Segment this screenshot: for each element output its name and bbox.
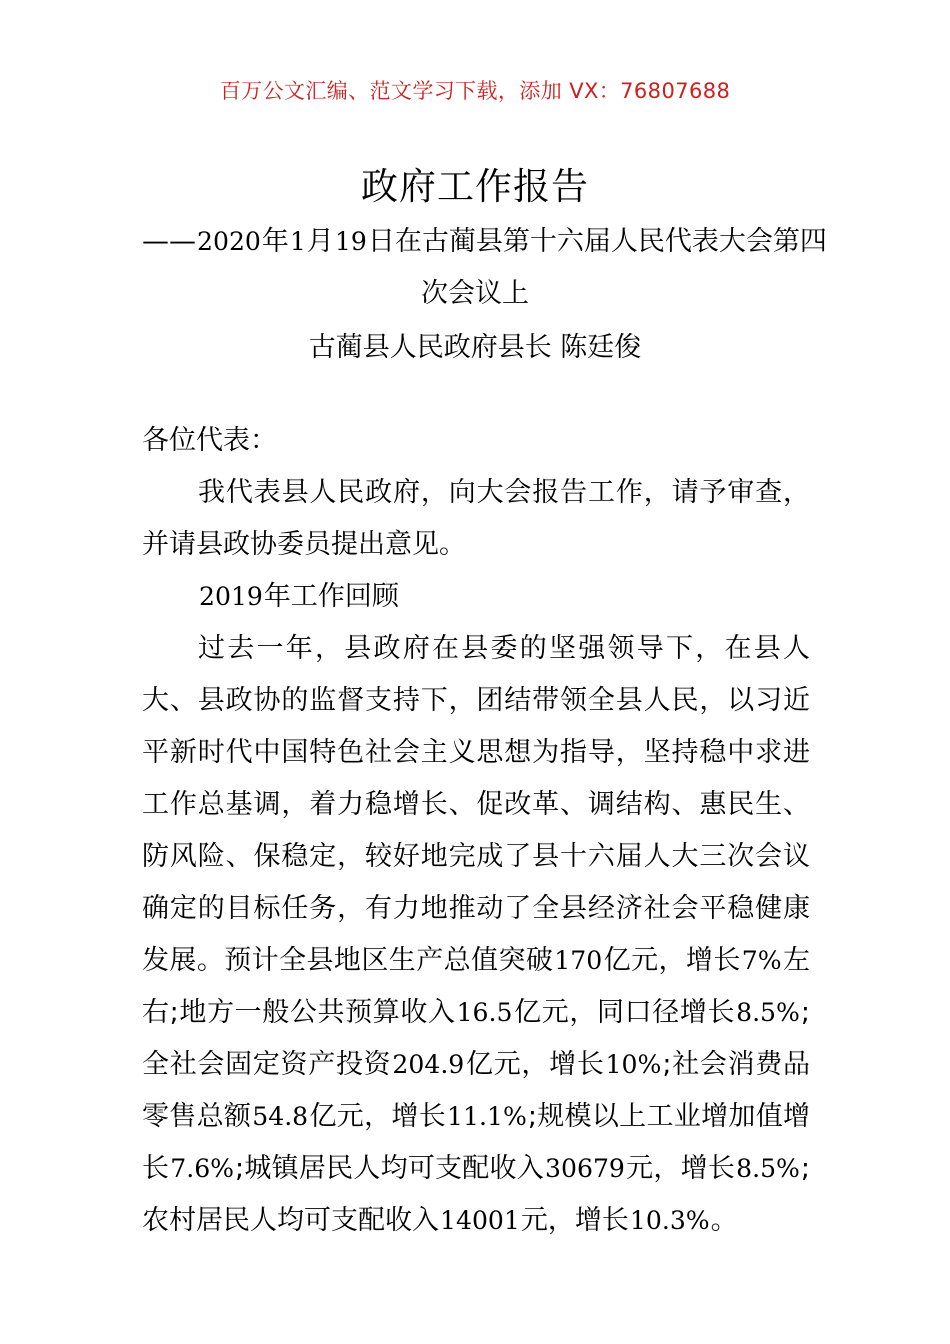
review-text-10: ;城镇居民人均可支配收入 [235, 1153, 545, 1184]
document-byline: 古蔺县人民政府县长 陈廷俊 [308, 332, 642, 363]
document-title: 政府工作报告 [361, 165, 589, 208]
review-text-2: 亿元，增长 [603, 945, 741, 976]
section-heading-year: 2019 [199, 582, 263, 611]
review-text-end: 。 [710, 1205, 738, 1236]
review-text-11: 元，增长 [625, 1153, 736, 1184]
value-investment-growth: 10% [605, 1050, 662, 1079]
review-text-13: 元，增长 [520, 1205, 629, 1236]
value-rural-income: 14001 [440, 1206, 520, 1235]
section-heading-text: 年工作回顾 [263, 581, 399, 612]
review-text-9: ;规模以上工业增加值增长 [142, 1101, 811, 1184]
value-gdp: 170 [554, 946, 603, 975]
value-fiscal-growth: 8.5% [736, 998, 800, 1027]
value-fiscal-revenue: 16.5 [456, 998, 513, 1027]
subtitle-month-unit: 月 [306, 226, 334, 257]
document-subtitle-line-2: 次会议上 [421, 278, 529, 309]
review-paragraph [142, 623, 810, 1247]
request-paragraph: 我代表县人民政府，向大会报告工作，请予审查，并请县政协委员提出意见。 [142, 477, 810, 560]
review-text-3: 左右;地方一般公共预算收入 [142, 945, 811, 1028]
document-subtitle-line-1 [142, 216, 827, 268]
subtitle-year: 2020 [197, 227, 261, 256]
value-industry-growth: 7.6% [170, 1154, 235, 1183]
document-body [142, 415, 810, 1247]
review-text-intro: 过去一年，县政府在县委的坚强领导下，在县人大、县政协的监督支持下，团结带领全县人民，以习近平新时代中国特色社会主义思想为指导，坚持稳中求进工作总基调，着力稳增长、促改革、调结构、惠民生、防风险、保稳定，较好地完成了县十六届人大三次会议确定的目标任务，有力地推动了全县经济社会平稳健康发展。预计全县地区生产总值突破 [142, 633, 810, 976]
review-text-12: ;农村居民人均可支配收入 [142, 1153, 811, 1236]
value-retail-total: 54.8 [252, 1102, 309, 1131]
subtitle-dash: —— [142, 226, 196, 257]
review-text-5: ;全社会固定资产投资 [142, 997, 810, 1080]
value-gdp-growth: 7% [741, 946, 782, 975]
section-heading-2019-review [142, 571, 810, 623]
review-text-7: ;社会消费品零售总额 [142, 1049, 811, 1132]
value-urban-income-growth: 8.5% [736, 1154, 800, 1183]
promo-watermark-header: 百万公文汇编、范文学习下载，添加 VX：76807688 [219, 79, 731, 103]
value-fixed-investment: 204.9 [392, 1050, 465, 1079]
salutation-paragraph: 各位代表： [142, 425, 277, 456]
subtitle-day: 19 [334, 227, 367, 256]
value-retail-growth: 11.1% [447, 1102, 527, 1131]
review-text-6: 亿元，增长 [465, 1049, 605, 1080]
title-block [142, 162, 827, 374]
review-text-8: 亿元，增长 [309, 1101, 447, 1132]
value-urban-income: 30679 [545, 1154, 625, 1183]
review-text-4: 亿元，同口径增长 [513, 997, 736, 1028]
value-rural-income-growth: 10.3% [629, 1206, 710, 1235]
subtitle-month: 1 [289, 227, 306, 256]
subtitle-year-unit: 年 [261, 226, 289, 257]
subtitle-tail: 日在古蔺县第十六届人民代表大会第四 [367, 226, 827, 257]
